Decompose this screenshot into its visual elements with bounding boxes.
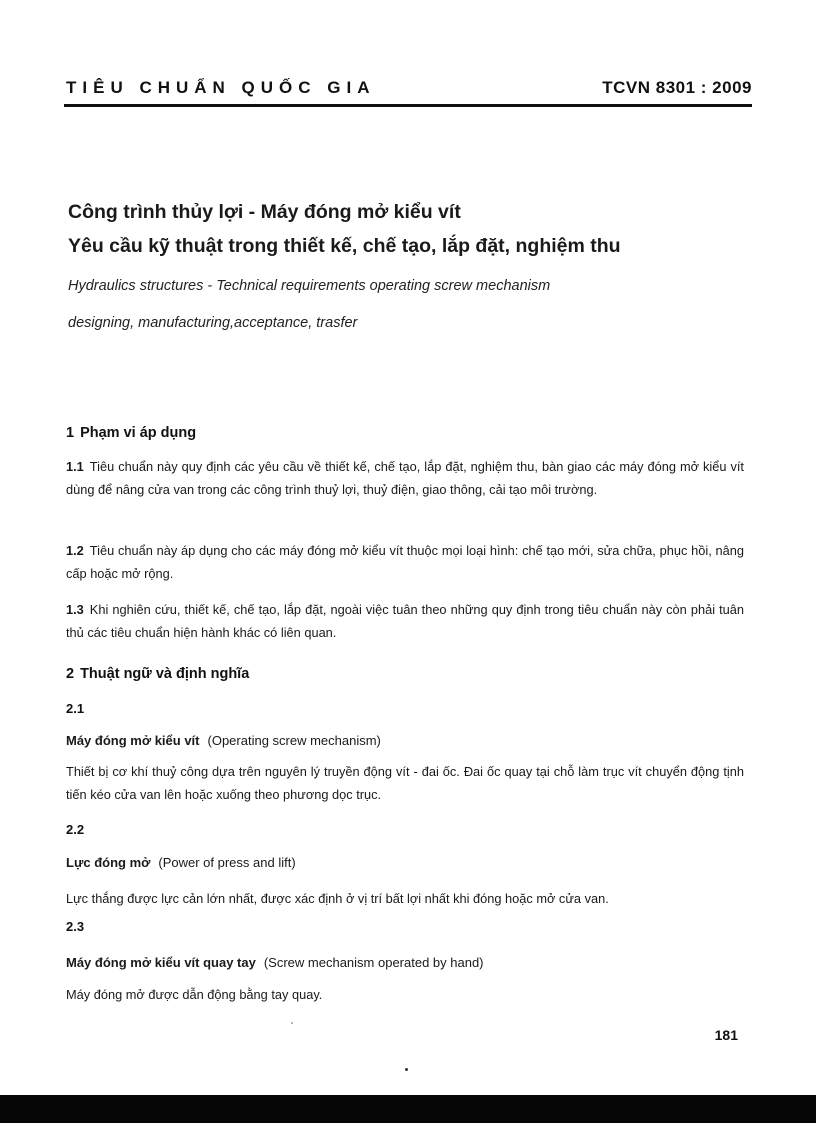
clause-1-2 (66, 539, 744, 585)
clause-text: Khi nghiên cứu, thiết kế, chế tạo, lắp đặt, ngoài việc tuân theo những quy định trong tiêu chuẩn này còn phải tuân thủ các tiêu chuẩn hiện hành khác có liên quan. (66, 602, 744, 640)
scan-edge-bar (0, 1095, 816, 1123)
term-2-2-definition: Lực thắng được lực cản lớn nhất, được xác định ở vị trí bất lợi nhất khi đóng hoặc mở cửa van. (66, 891, 609, 906)
term-2-3-heading (66, 955, 484, 970)
clause-text: Tiêu chuẩn này quy định các yêu cầu về thiết kế, chế tạo, lắp đặt, nghiệm thu, bàn giao các máy đóng mở kiểu vít dùng để nâng cửa van trong các công trình thuỷ lợi, thuỷ điện, giao thông, cải tạo môi trường. (66, 459, 744, 497)
page-number: 181 (714, 1027, 738, 1043)
section-title: Phạm vi áp dụng (80, 425, 197, 441)
scan-speck (405, 1068, 408, 1071)
clause-text: Tiêu chuẩn này áp dụng cho các máy đóng mở kiểu vít thuộc mọi loại hình: chế tạo mới, sửa chữa, phục hồi, nâng cấp hoặc mở rộng. (66, 543, 744, 581)
term-2-1-definition: Thiết bị cơ khí thuỷ công dựa trên nguyên lý truyền động vít - đai ốc. Đai ốc quay tại chỗ làm trục vít chuyển động tịnh tiến kéo cửa van lên hoặc xuống theo phương dọc trục. (66, 764, 744, 802)
term-2-3-definition: Máy đóng mở được dẫn động bằng tay quay. (66, 987, 323, 1002)
clause-number: 1.2 (66, 543, 84, 558)
scan-speck (291, 1022, 293, 1024)
section-1-heading (66, 425, 196, 441)
section-title: Thuật ngữ và định nghĩa (80, 666, 250, 682)
term-name: Lực đóng mở (66, 855, 151, 870)
standard-code: TCVN 8301 : 2009 (602, 78, 752, 97)
term-english: (Screw mechanism operated by hand) (263, 955, 484, 970)
term-2-2-number: 2.2 (66, 822, 85, 837)
clause-number: 1.1 (66, 459, 84, 474)
header-rule (64, 104, 752, 107)
clause-number: 1.3 (66, 602, 84, 617)
page-header (66, 76, 752, 100)
document-title-line-2: Yêu cầu kỹ thuật trong thiết kế, chế tạo, lắp đặt, nghiệm thu (68, 235, 621, 257)
clause-1-3 (66, 598, 744, 644)
term-name: Máy đóng mở kiểu vít (66, 733, 200, 748)
term-2-3-number: 2.3 (66, 919, 85, 934)
term-english: (Operating screw mechanism) (207, 733, 381, 748)
term-2-2-heading (66, 855, 296, 870)
section-number: 1 (66, 425, 75, 441)
standard-series-label: TIÊU CHUẨN QUỐC GIA (66, 78, 376, 97)
term-english: (Power of press and lift) (158, 855, 296, 870)
clause-1-1 (66, 455, 744, 501)
english-title-line-2: designing, manufacturing,acceptance, trasfer (68, 315, 358, 331)
document-title-line-1: Công trình thủy lợi - Máy đóng mở kiểu vít (68, 201, 461, 223)
section-number: 2 (66, 666, 75, 682)
section-2-heading (66, 666, 249, 682)
term-2-1-number: 2.1 (66, 701, 85, 716)
english-title-line-1: Hydraulics structures - Technical requirements operating screw mechanism (68, 278, 551, 294)
term-2-1-heading (66, 733, 381, 748)
term-name: Máy đóng mở kiểu vít quay tay (66, 955, 256, 970)
